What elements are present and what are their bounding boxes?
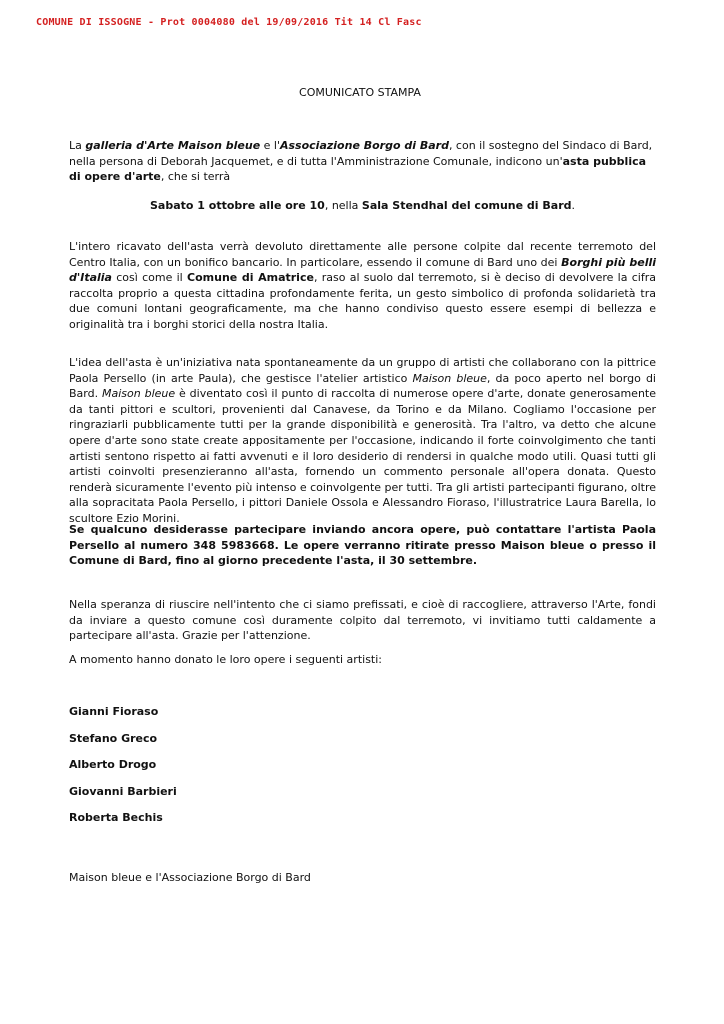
paragraph-closing: Nella speranza di riuscire nell'intento che ci siamo prefissati, e cioè di raccogliere, attraverso l'Arte, fondi da inviare a questo comune così duramente colpito dal terremoto, vi invitiamo tutti caldamente a partecipare all'asta. Grazie per l'attenzione. (69, 598, 656, 643)
paragraph-proceeds: L'intero ricavato dell'asta verrà devoluto direttamente alle persone colpite dal recente terremoto del Centro Italia, con un bonifico bancario. In particolare, essendo il comune di Bard uno dei Borghi più belli d'Italia così come il Comune di Amatrice, raso al suolo dal terremoto, si è deciso di devolvere la cifra raccolta proprio a questa cittadina profondamente ferita, un gesto simbolico di profonda solidarietà tra due comuni lontani geograficamente, ma che hanno condiviso questo essere esempi di bellezza e originalità tra i borghi storici della nostra Italia. (69, 240, 657, 331)
artist-name: Giovanni Barbieri (69, 785, 177, 798)
paragraph-idea: L'idea dell'asta è un'iniziativa nata spontaneamente da un gruppo di artisti che collaborano con la pittrice Paola Persello (in arte Paula), che gestisce l'atelier artistico Maison bleue, da poco aperto nel borgo di Bard. Maison bleue è diventato così il punto di raccolta di numerose opere d'arte, donate generosamente da tanti pittori e scultori, provenienti dal Canavese, da Torino e da Milano. Cogliamo l'occasione per ringraziarli pubblicamente tutti per la grande disponibilità e generosità. Tra l'altro, va detto che alcune opere d'arte sono state create appositamente per l'occasione, indicando il forte coinvolgimento che tanti artisti sentono rispetto ai fatti avvenuti e il loro desiderio di rendersi in qualche modo utili. Quasi tutti gli artisti coinvolti presenzieranno all'asta, fornendo un commento personale all'opera donata. Questo renderà sicuramente l'evento più intenso e coinvolgente per tutti. Tra gli artisti partecipanti figurano, oltre alla sopracitata Paola Persello, i pittori Daniele Ossola e Alessandro Fioraso, l'illustratrice Laura Barella, lo scultore Ezio Morini. (69, 356, 657, 525)
artist-name: Stefano Greco (69, 732, 158, 745)
artist-name: Gianni Fioraso (69, 705, 159, 718)
protocol-stamp: COMUNE DI ISSOGNE - Prot 0004080 del 19/09/2016 Tit 14 Cl Fasc (36, 17, 422, 28)
paragraph-contact: Se qualcuno desiderasse partecipare inviando ancora opere, può contattare l'artista Paola Persello al numero 348 5983668. Le opere verranno ritirate presso Maison bleue o presso il Comune di Bard, fino al giorno precedente l'asta, il 30 settembre. (69, 523, 656, 568)
document-title: COMUNICATO STAMPA (299, 86, 421, 99)
artist-name: Roberta Bechis (69, 811, 163, 824)
paragraph-artists-intro: A momento hanno donato le loro opere i seguenti artisti: (69, 653, 382, 666)
paragraph-intro: La galleria d'Arte Maison bleue e l'Associazione Borgo di Bard, con il sostegno del Sindaco di Bard, nella persona di Deborah Jacquemet, e di tutta l'Amministrazione Comunale, indicono un'asta pubblica di opere d'arte, che si terrà (69, 139, 653, 184)
paragraph-date: Sabato 1 ottobre alle ore 10, nella Sala Stendhal del comune di Bard. (150, 199, 575, 212)
signature: Maison bleue e l'Associazione Borgo di Bard (69, 871, 311, 884)
artist-name: Alberto Drogo (69, 758, 157, 771)
